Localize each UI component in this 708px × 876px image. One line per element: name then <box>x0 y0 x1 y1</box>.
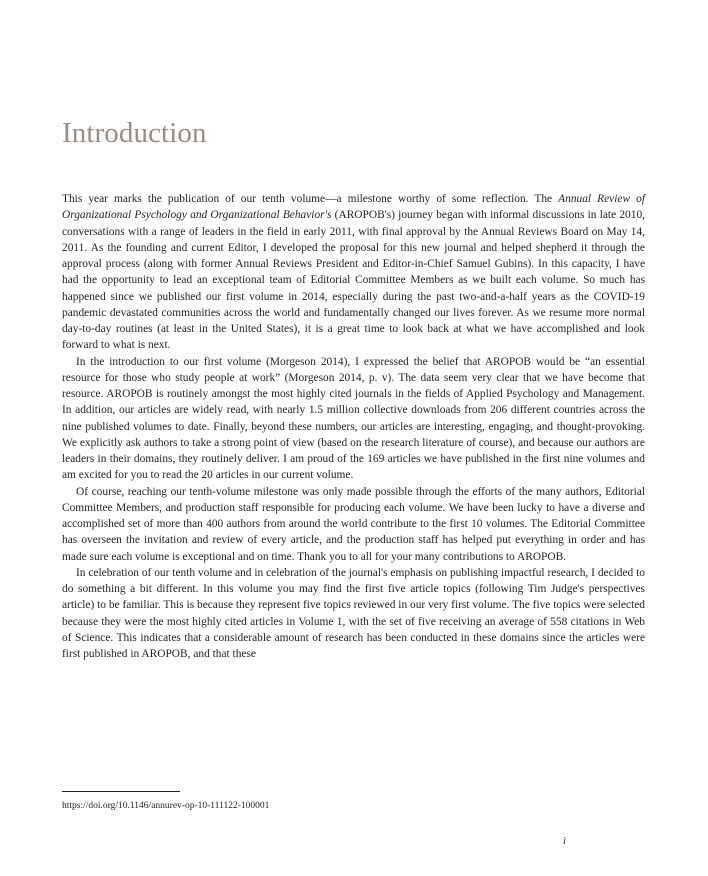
paragraph-2: In the introduction to our first volume (Morgeson 2014), I expressed the belief that AROPOB would be “an essential resource for those who study people at work” (Morgeson 2014, p. v). The data seem very clear that we have become that resource. AROPOB is routinely amongst the most highly cited journals in the fields of Applied Psychology and Management. In addition, our articles are widely read, with nearly 1.5 million collective downloads from 206 different countries across the nine published volumes to date. Finally, beyond these numbers, our articles are interesting, engaging, and thought-provoking. We explicitly ask authors to take a strong point of view (based on the research literature of course), and because our authors are leaders in their domains, they routinely deliver. I am proud of the 169 articles we have published in the first nine volumes and am excited for you to read the 20 articles in our current volume. <box>62 355 645 482</box>
paragraph-1 <box>62 191 645 354</box>
footnote-rule <box>62 791 180 792</box>
paragraph-4: In celebration of our tenth volume and in celebration of the journal's emphasis on publishing impactful research, I decided to do something a bit different. In this volume you may find the first five article topics (following Tim Judge's perspectives article) to be familiar. This is because they represent five topics reviewed in our very first volume. The five topics were selected because they were the most highly cited articles in Volume 1, with the set of five receiving an average of 558 citations in Web of Science. This indicates that a considerable amount of research has been conducted in these domains since the articles were first published in AROPOB, and that these <box>62 566 645 660</box>
paragraph-1-rest: (AROPOB's) journey began with informal discussions in late 2010, conversations with a range of leaders in the field in early 2011, with final approval by the Annual Reviews Board on May 14, 2011. As the founding and current Editor, I developed the proposal for this new journal and helped shepherd it through the approval process (along with former Annual Reviews President and Editor-in-Chief Samuel Gubins). In this capacity, I have had the opportunity to lead an exceptional team of Editorial Committee Members as we built each volume. So much has happened since we published our first volume in 2014, especially during the past two-and-a-half years as the COVID-19 pandemic devastated communities across the world and fundamentally changed our lives forever. As we resume more normal day-to-day routines (at least in the United States), it is a great time to look back at what we have accomplished and look forward to what is next. <box>62 209 645 352</box>
page-number: i <box>563 836 566 847</box>
body-text <box>62 191 645 662</box>
paragraph-3: Of course, reaching our tenth-volume milestone was only made possible through the efforts of the many authors, Editorial Committee Members, and production staff responsible for producing each volume. We have been lucky to have a diverse and accomplished set of more than 400 authors from around the world contribute to the first 10 volumes. The Editorial Committee has overseen the invitation and review of every article, and the production staff has helped put everything in order and has made sure each volume is exceptional and on time. Thank you to all for your many contributions to AROPOB. <box>62 485 645 563</box>
doi-footnote: https://doi.org/10.1146/annurev-op-10-111122-100001 <box>62 801 270 811</box>
paragraph-1-lead: This year marks the publication of our tenth volume—a milestone worthy of some reflection. The <box>62 193 559 205</box>
journal-title-italic: Annual Review of Organizational Psychology and Organizational Behavior's <box>62 193 645 222</box>
page-title: Introduction <box>62 117 207 149</box>
